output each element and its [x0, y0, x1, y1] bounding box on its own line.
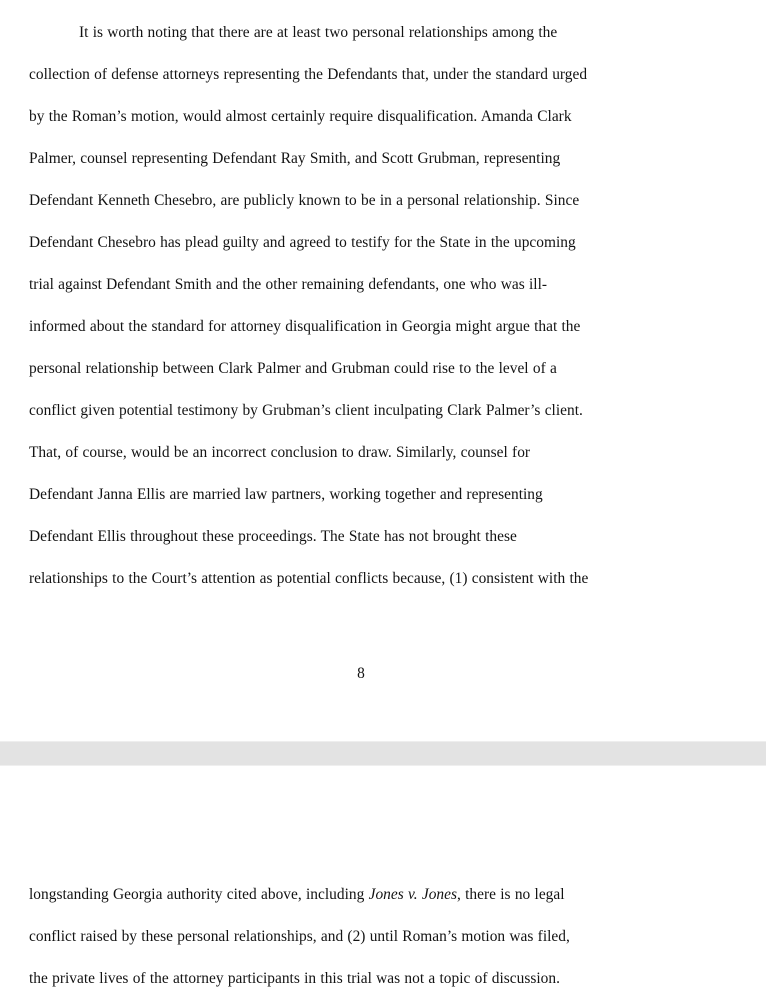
paragraph-line: Defendant Ellis throughout these proceedings. The State has not brought these [29, 528, 517, 545]
page-separator-band [0, 741, 766, 766]
paragraph-line: Palmer, counsel representing Defendant Ray Smith, and Scott Grubman, representing [29, 150, 561, 167]
case-citation: Jones v. Jones [368, 886, 457, 903]
paragraph-line: Defendant Kenneth Chesebro, are publicly known to be in a personal relationship. Since [29, 192, 580, 209]
paragraph-line: conflict raised by these personal relationships, and (2) until Roman’s motion was filed, [29, 928, 570, 945]
paragraph-line: by the Roman’s motion, would almost certainly require disqualification. Amanda Clark [29, 108, 572, 125]
paragraph-line: Defendant Janna Ellis are married law partners, working together and representing [29, 486, 543, 503]
paragraph-line-with-citation [29, 874, 719, 916]
paragraph-line: informed about the standard for attorney disqualification in Georgia might argue that the [29, 318, 581, 335]
citation-trail-text: , there is no legal [457, 886, 565, 903]
page-8-body-paragraph [29, 12, 719, 600]
paragraph-line: conflict given potential testimony by Grubman’s client inculpating Clark Palmer’s client. [29, 402, 583, 419]
document-page-9 [0, 766, 766, 1000]
paragraph-line: collection of defense attorneys representing the Defendants that, under the standard urged [29, 66, 588, 83]
paragraph-line: It is worth noting that there are at least two personal relationships among the [79, 24, 558, 41]
paragraph-line: Defendant Chesebro has plead guilty and agreed to testify for the State in the upcoming [29, 234, 576, 251]
paragraph-line: That, of course, would be an incorrect conclusion to draw. Similarly, counsel for [29, 444, 531, 461]
paragraph-line: the private lives of the attorney participants in this trial was not a topic of discussion. [29, 970, 560, 987]
page-9-body-paragraph [29, 874, 719, 1000]
paragraph-line: relationships to the Court’s attention as potential conflicts because, (1) consistent with the [29, 570, 589, 587]
paragraph-line: personal relationship between Clark Palmer and Grubman could rise to the level of a [29, 360, 557, 377]
citation-lead-text: longstanding Georgia authority cited above, including [29, 886, 369, 903]
page-number: 8 [357, 665, 365, 682]
paragraph-line: trial against Defendant Smith and the other remaining defendants, one who was ill- [29, 276, 548, 293]
